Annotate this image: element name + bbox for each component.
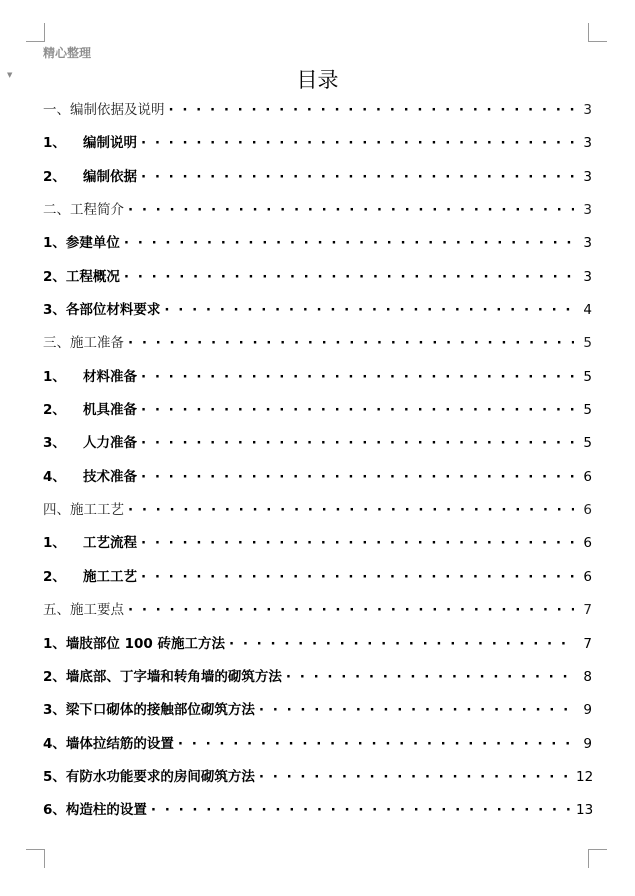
toc-entry-page-number: 7 — [583, 635, 592, 652]
toc-dot-leader — [128, 598, 574, 622]
toc-entry-title: 有防水功能要求的房间砌筑方法 — [65, 768, 255, 785]
toc-entry[interactable] — [43, 765, 592, 798]
toc-entry-page-number: 6 — [583, 468, 592, 485]
toc-entry-title: 编制依据及说明 — [70, 102, 165, 118]
toc-entry-number: 6、 — [43, 802, 66, 819]
toc-entry-title: 工程简介 — [70, 202, 124, 219]
toc-entry-number: 2、 — [43, 268, 66, 285]
toc-entry[interactable] — [43, 698, 592, 731]
toc-entry-title: 技术准备 — [83, 468, 137, 485]
crop-mark-bottom-left — [26, 849, 45, 868]
toc-entry-title: 构造柱的设置 — [65, 802, 147, 819]
toc-dot-leader — [124, 265, 574, 289]
toc-entry[interactable] — [43, 98, 592, 131]
toc-entry-title: 墙底部、丁字墙和转角墙的砌筑方法 — [65, 668, 282, 685]
toc-entry-page-number: 12 — [576, 768, 594, 785]
crop-mark-bottom-right — [588, 849, 607, 868]
toc-entry-page-number: 6 — [583, 535, 592, 552]
toc-dot-leader — [164, 298, 574, 322]
toc-entry-number: 5、 — [43, 768, 66, 785]
toc-entry[interactable] — [43, 231, 592, 264]
toc-entry-title: 参建单位 — [65, 235, 120, 252]
toc-entry-title: 梁下口砌体的接触部位砌筑方法 — [65, 702, 255, 719]
toc-entry[interactable] — [43, 265, 592, 298]
toc-entry[interactable] — [43, 732, 592, 765]
toc-entry-page-number: 8 — [583, 668, 592, 685]
toc-entry-number: 2、 — [43, 168, 66, 185]
toc-entry-title: 工程概况 — [65, 268, 120, 285]
toc-entry-number: 3、 — [43, 435, 66, 452]
toc-dot-leader — [229, 632, 574, 656]
toc-entry-title: 施工工艺 — [70, 502, 124, 519]
toc-entry[interactable] — [43, 131, 592, 164]
toc-entry-page-number: 6 — [583, 502, 592, 519]
toc-entry[interactable] — [43, 531, 592, 564]
toc-entry-number: 2、 — [43, 668, 66, 685]
toc-entry-page-number: 5 — [583, 402, 592, 419]
toc-entry-title: 编制说明 — [83, 135, 137, 152]
toc-entry-number: 1、 — [43, 635, 66, 652]
toc-entry[interactable] — [43, 165, 592, 198]
toc-dot-leader — [141, 365, 574, 389]
toc-entry-title: 施工工艺 — [83, 568, 137, 585]
toc-entry-number: 2、 — [43, 568, 66, 585]
toc-entry-page-number: 5 — [583, 435, 592, 452]
toc-entry-number: 3、 — [43, 302, 66, 319]
toc-entry[interactable] — [43, 365, 592, 398]
toc-entry-number: 1、 — [43, 535, 66, 552]
toc-entry-page-number: 5 — [583, 335, 592, 352]
toc-entry-number: 四、 — [43, 502, 70, 519]
crop-mark-top-left — [26, 23, 45, 42]
toc-dot-leader — [141, 531, 574, 555]
toc-entry-number: 4、 — [43, 735, 66, 752]
toc-dot-leader — [141, 398, 574, 422]
toc-entry[interactable] — [43, 665, 592, 698]
toc-entry-page-number: 5 — [583, 368, 592, 385]
toc-dot-leader — [259, 698, 574, 722]
toc-entry-page-number: 3 — [583, 235, 592, 252]
toc-title: 目录 — [296, 68, 339, 92]
toc-dot-leader — [124, 231, 574, 255]
toc-entry-page-number: 3 — [583, 102, 592, 118]
toc-entry-title: 材料准备 — [83, 368, 137, 385]
toc-dot-leader — [128, 198, 574, 222]
toc-entry-number: 二、 — [43, 202, 70, 219]
toc-entry[interactable] — [43, 798, 592, 831]
toc-entry-page-number: 6 — [583, 568, 592, 585]
toc-entry-page-number: 3 — [583, 268, 592, 285]
toc-entry-page-number: 9 — [583, 735, 592, 752]
crop-mark-top-right — [588, 23, 607, 42]
toc-dot-leader — [141, 565, 574, 589]
toc-dot-leader — [151, 798, 574, 822]
toc-entry-page-number: 3 — [583, 202, 592, 219]
toc-entry-number: 1、 — [43, 368, 66, 385]
toc-entry-page-number: 7 — [583, 602, 592, 619]
toc-entry-number: 1、 — [43, 135, 66, 152]
toc-entry-title: 机具准备 — [83, 402, 137, 419]
toc-entry-title: 人力准备 — [83, 435, 137, 452]
toc-entry-title: 墙体拉结筋的设置 — [65, 735, 174, 752]
toc-entry-number: 4、 — [43, 468, 66, 485]
margin-marker-icon: ▼ — [7, 71, 13, 79]
toc-entry-page-number: 3 — [583, 135, 592, 152]
toc-entry[interactable] — [43, 331, 592, 364]
toc-entry[interactable] — [43, 632, 592, 665]
toc-dot-leader — [141, 465, 574, 489]
toc-dot-leader — [141, 131, 574, 155]
toc-dot-leader — [178, 732, 574, 756]
toc-entry[interactable] — [43, 598, 592, 631]
toc-entry-title: 施工准备 — [70, 335, 124, 352]
toc-entry-number: 2、 — [43, 402, 66, 419]
toc-entry-title: 施工要点 — [70, 602, 124, 619]
toc-dot-leader — [259, 765, 574, 789]
toc-dot-leader — [128, 331, 574, 355]
toc-entry-title: 各部位材料要求 — [65, 302, 161, 319]
toc-dot-leader — [141, 431, 574, 455]
toc-entry-page-number: 13 — [576, 802, 594, 819]
page-header: 精心整理 — [43, 46, 92, 60]
toc-entry[interactable] — [43, 398, 592, 431]
toc-entry-page-number: 9 — [583, 702, 592, 719]
toc-dot-leader — [286, 665, 574, 689]
toc-entry-number: 五、 — [43, 602, 70, 619]
toc-entry-number: 一、 — [43, 102, 70, 118]
toc-entry-number: 1、 — [43, 235, 66, 252]
toc-entry[interactable] — [43, 298, 592, 331]
toc-entry-number: 3、 — [43, 702, 66, 719]
toc-entry[interactable] — [43, 431, 592, 464]
toc-dot-leader — [141, 165, 574, 189]
toc-dot-leader — [128, 498, 574, 522]
toc-entry[interactable] — [43, 198, 592, 231]
toc-entry-title: 墙肢部位 100 砖施工方法 — [65, 635, 225, 652]
toc-entry[interactable] — [43, 565, 592, 598]
toc-dot-leader — [169, 98, 575, 122]
toc-entry[interactable] — [43, 465, 592, 498]
toc-entry-number: 三、 — [43, 335, 70, 352]
table-of-contents — [43, 98, 592, 832]
toc-entry[interactable] — [43, 498, 592, 531]
toc-entry-title: 编制依据 — [83, 168, 137, 185]
toc-entry-page-number: 4 — [583, 302, 592, 319]
toc-entry-page-number: 3 — [583, 168, 592, 185]
toc-entry-title: 工艺流程 — [83, 535, 137, 552]
